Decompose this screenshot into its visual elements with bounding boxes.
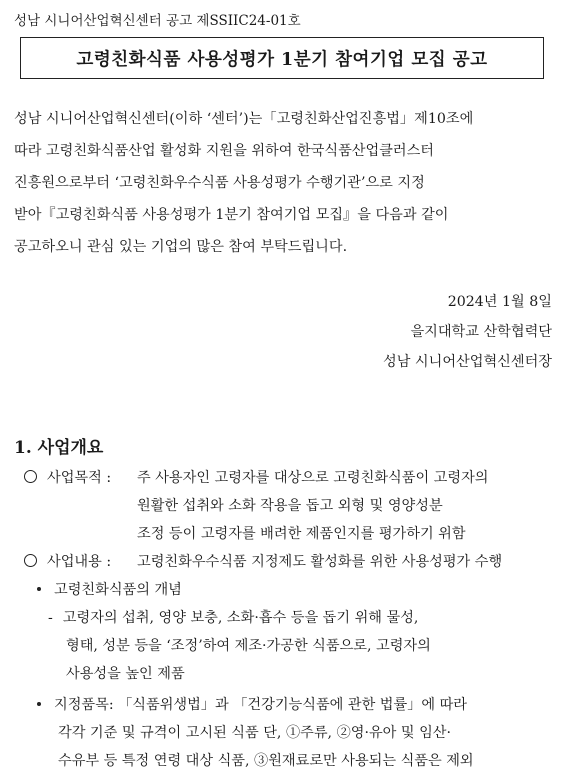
purpose-line: 조정 등이 고령자를 배려한 제품인지를 평가하기 위함 (137, 526, 466, 542)
items-line: 각각 기준 및 규격이 고시된 식품 단, ①주류, ②영·유아 및 임산· (58, 725, 452, 741)
dot-bullet-icon (37, 702, 41, 706)
content-text: 고령친화우수식품 지정제도 활성화를 위한 사용성평가 수행 (137, 554, 503, 570)
circle-bullet-icon (24, 470, 37, 483)
intro-line: 성남 시니어산업혁신센터(이하 ‘센터’)는「고령친화산업진흥법」제10조에 (14, 111, 474, 127)
issuer-org-1: 을지대학교 산학협력단 (410, 324, 552, 340)
intro-line: 진흥원으로부터 ‘고령친화우수식품 사용성평가 수행기관’으로 지정 (14, 175, 425, 191)
dash-bullet-icon: - (48, 610, 53, 626)
circle-bullet-icon (24, 554, 37, 567)
purpose-row (24, 467, 111, 487)
content-row (24, 551, 111, 571)
concept-row (37, 579, 182, 599)
purpose-line: 주 사용자인 고령자를 대상으로 고령친화식품이 고령자의 (137, 470, 489, 486)
concept-line: 고령자의 섭취, 영양 보충, 소화·흡수 등을 돕기 위해 물성, (62, 610, 419, 626)
purpose-line: 원활한 섭취와 소화 작용을 돕고 외형 및 영양성분 (137, 498, 443, 514)
notice-date: 2024년 1월 8일 (447, 294, 552, 310)
notice-number: 성남 시니어산업혁신센터 공고 제SSIIC24-01호 (14, 13, 301, 29)
intro-line: 받아『고령친화식품 사용성평가 1분기 참여기업 모집』을 다음과 같이 (14, 207, 449, 223)
items-line: 수유부 등 특정 연령 대상 식품, ③원재료로만 사용되는 식품은 제외 (58, 753, 474, 769)
items-line: 지정품목: 「식품위생법」과 「건강기능식품에 관한 법률」에 따라 (54, 697, 468, 713)
notice-title: 고령친화식품 사용성평가 1분기 참여기업 모집 공고 (76, 49, 488, 70)
concept-title: 고령친화식품의 개념 (54, 582, 182, 598)
concept-line: 사용성을 높인 제품 (66, 666, 185, 682)
intro-line: 공고하오니 관심 있는 기업의 많은 참여 부탁드립니다. (14, 239, 348, 255)
dot-bullet-icon (37, 587, 41, 591)
concept-line-first (48, 607, 418, 627)
items-row (37, 694, 467, 714)
intro-line: 따라 고령친화식품산업 활성화 지원을 위하여 한국식품산업클러스터 (14, 143, 434, 159)
purpose-label: 사업목적 : (47, 470, 112, 486)
section-heading: 1. 사업개요 (14, 438, 104, 458)
notice-title-box (20, 37, 544, 79)
issuer-org-2: 성남 시니어산업혁신센터장 (383, 354, 552, 370)
content-label: 사업내용 : (47, 554, 112, 570)
concept-line: 형태, 성분 등을 ‘조정’하여 제조·가공한 식품으로, 고령자의 (66, 638, 431, 654)
